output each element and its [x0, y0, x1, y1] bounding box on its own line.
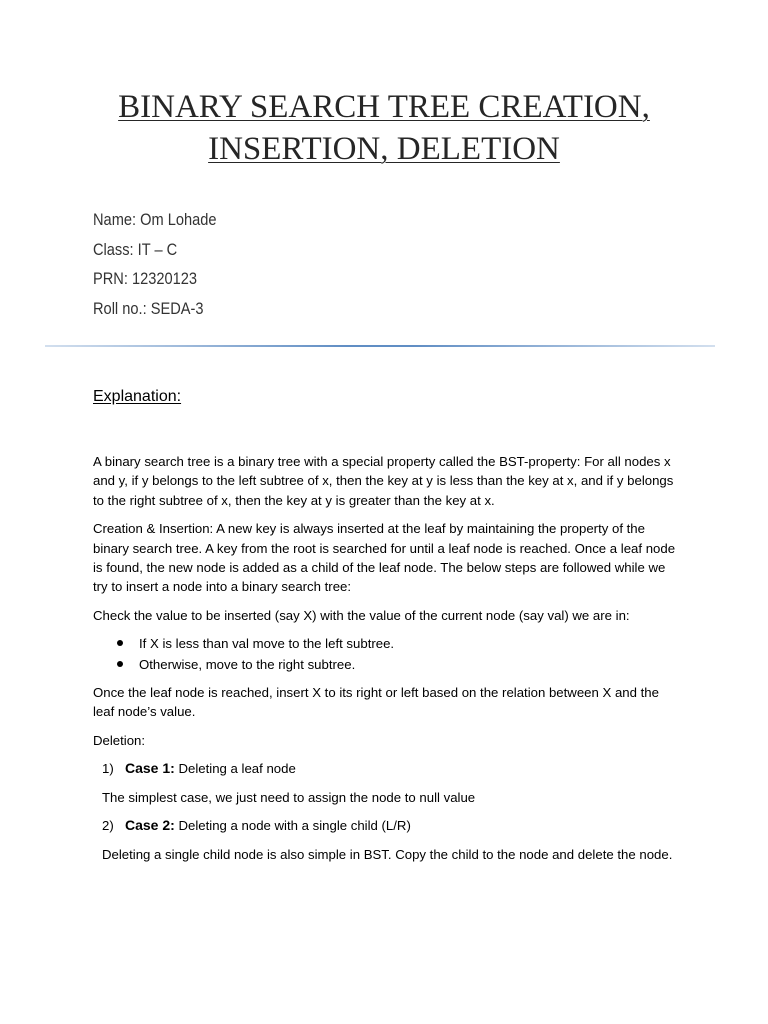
case-2-description: Deleting a single child node is also simple in BST. Copy the child to the node and delete the node.: [102, 846, 673, 862]
horizontal-divider: [45, 345, 715, 347]
explanation-heading: Explanation:: [93, 388, 182, 405]
case-2-heading: [93, 816, 678, 835]
case-text: Deleting a leaf node: [174, 761, 296, 777]
student-roll: Roll no.: SEDA-3: [93, 298, 204, 318]
list-item-text: Otherwise, move to the right subtree.: [139, 656, 356, 672]
student-prn: PRN: 12320123: [93, 269, 198, 288]
case-label: Case 2:: [125, 817, 175, 834]
check-paragraph: Check the value to be inserted (say X) with the value of the current node (say val) we are in:: [93, 607, 630, 623]
bullet-icon: [117, 661, 123, 667]
case-number: 1): [102, 761, 114, 777]
student-info: [93, 208, 217, 326]
once-paragraph: Once the leaf node is reached, insert X to its right or left based on the relation between X and the leaf node’s value.: [93, 685, 659, 720]
student-name: Name: Om Lohade: [93, 210, 217, 229]
deletion-label: Deletion:: [93, 732, 146, 748]
student-class: Class: IT – C: [93, 239, 178, 259]
case-number: 2): [102, 818, 114, 834]
case-text: Deleting a node with a single child (L/R): [174, 818, 411, 834]
list-item: [139, 655, 678, 674]
document-title: [60, 86, 708, 170]
list-item: [139, 634, 678, 653]
creation-paragraph: Creation & Insertion: A new key is always inserted at the leaf by maintaining the property of the binary search tree. A key from the root is searched for until a leaf node is reached. Once a leaf node is found, the new node is added as a child of the leaf node. The below steps are followed while we try to insert a node into a binary search tree:: [93, 521, 676, 595]
bullet-icon: [117, 640, 123, 646]
list-item-text: If X is less than val move to the left subtree.: [139, 636, 395, 652]
title-line-2: INSERTION, DELETION: [208, 131, 560, 167]
title-line-1: BINARY SEARCH TREE CREATION,: [118, 89, 650, 125]
intro-paragraph: A binary search tree is a binary tree with a special property called the BST-property: For all nodes x and y, if y belongs to the left subtree of x, then the key at y is less than the key at x, and if y belongs to the right subtree of x, then the key at y is greater than the key at x.: [93, 454, 674, 508]
explanation-body: [93, 452, 678, 873]
case-1-heading: [93, 759, 678, 778]
insertion-steps-list: [93, 634, 678, 674]
case-label: Case 1:: [125, 760, 175, 777]
case-1-description: The simplest case, we just need to assign the node to null value: [102, 789, 476, 805]
